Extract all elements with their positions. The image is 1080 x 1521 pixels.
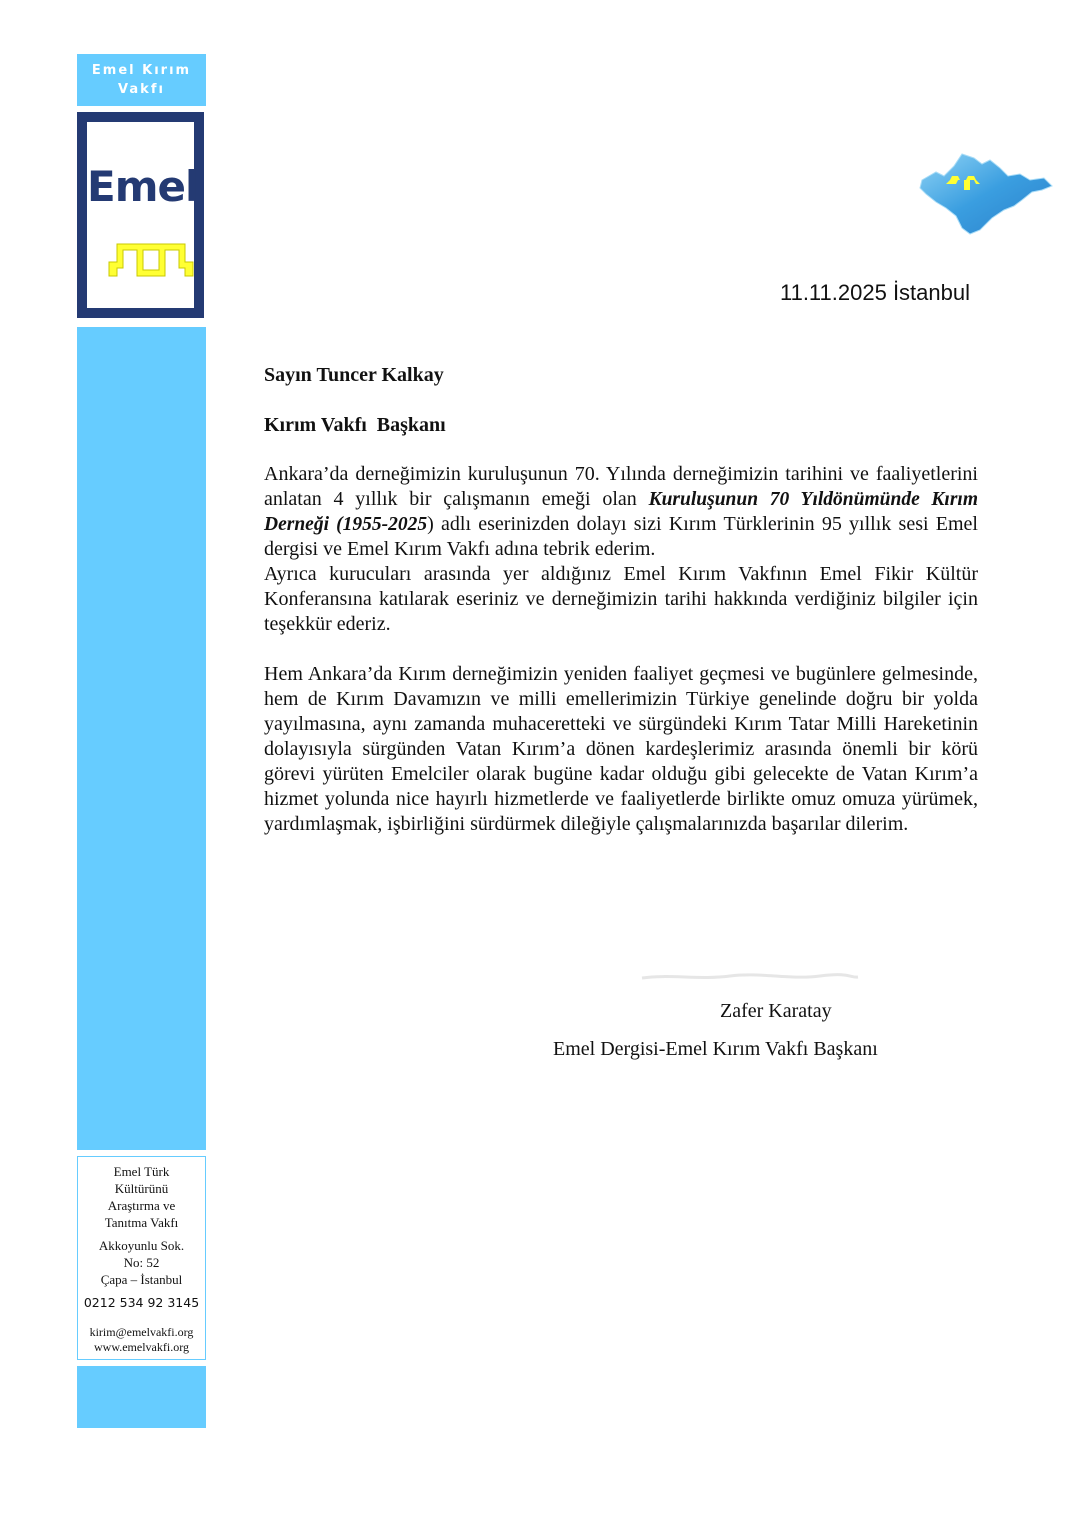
letter-body: [264, 462, 978, 862]
org-full-name: [78, 1163, 205, 1231]
foundation-name-header: [77, 54, 206, 106]
signer-title: Emel Dergisi-Emel Kırım Vakfı Başkanı: [553, 1038, 878, 1060]
paragraph-1-text-a: Ankara’da derneğimizin kuruluşunun 70. Yılında derneğimizin tarihini ve faaliyetlerini anlatan 4 yıllık bir çalışmanın emeği olan: [264, 463, 978, 510]
tamga-icon: [107, 238, 195, 278]
foundation-name-line2: Vakfı: [118, 82, 165, 97]
signature-mark: [640, 970, 860, 984]
sidebar-blue-bar-bottom: [77, 1366, 206, 1428]
org-line: Kültürünü: [114, 1181, 169, 1196]
contact-info: [77, 1156, 206, 1360]
address-line: No: 52: [123, 1255, 160, 1270]
org-line: Tanıtma Vakfı: [104, 1215, 179, 1230]
foundation-name-line1: Emel Kırım: [91, 63, 192, 78]
sidebar-blue-bar: [77, 327, 206, 1150]
crimea-map-icon: [916, 150, 1056, 236]
address-line: Çapa – İstanbul: [100, 1272, 183, 1287]
phone-number: 0212 534 92 3145: [83, 1295, 200, 1310]
address-line: Akkoyunlu Sok.: [98, 1238, 185, 1253]
paragraph-1-text-c: Ayrıca kurucuları arasında yer aldığınız Emel Kırım Vakfının Emel Fikir Kültür Konferansına katılarak eseriniz ve derneğimizin tarihi hakkında verdiğiniz bilgiler için teşekkür ederiz.: [264, 563, 978, 635]
recipient-name: Sayın Tuncer Kalkay: [264, 364, 444, 386]
logo-wordmark: Emel: [87, 162, 199, 211]
recipient-title: Kırım Vakfı Başkanı: [264, 414, 446, 436]
emel-logo: [77, 112, 204, 318]
address: [78, 1237, 205, 1288]
letter-date: 11.11.2025 İstanbul: [779, 280, 970, 305]
signer-name: Zafer Karatay: [720, 1000, 832, 1022]
paragraph-1-text-b: ) adlı eserinizden dolayı sizi Kırım Türklerinin 95 yıllık sesi Emel dergisi ve Emel Kırım Vakfı adına tebrik ederim.: [264, 513, 978, 560]
website-link[interactable]: www.emelvakfi.org: [94, 1340, 189, 1354]
book-title: Kuruluşunun 70 Yıldönümünde Kırım Derneği (1955-2025: [264, 489, 978, 535]
paragraph-2: Hem Ankara’da Kırım derneğimizin yeniden faaliyet geçmesi ve bugünlere gelmesinde, hem de Kırım Davamızın ve milli emellerimizin Türkiye genelinde doğru bir yolda yayılmasına, aynı zamanda muhaceretteki ve sürgündeki Kırım Tatar Milli Hareketinin dolayısıyla sürgünden Vatan Kırım’a dönen kardeşlerimiz arasında önemli bir körü görevi yürüten Emelciler olarak bugüne kadar olduğu gibi gelecekte de Vatan Kırım’a hizmet yolunda nice hayırlı hizmetlerde ve faaliyetlerde birlikte omuz omuza yürümek, yardımlaşmak, işbirliğini sürdürmek dileğiyle çalışmalarınızda başarılar dilerim.: [264, 663, 978, 835]
email-link[interactable]: kirim@emelvakfi.org: [89, 1325, 194, 1339]
paragraph-1: [264, 462, 978, 637]
org-line: Emel Türk: [113, 1164, 170, 1179]
org-line: Araştırma ve: [107, 1198, 176, 1213]
